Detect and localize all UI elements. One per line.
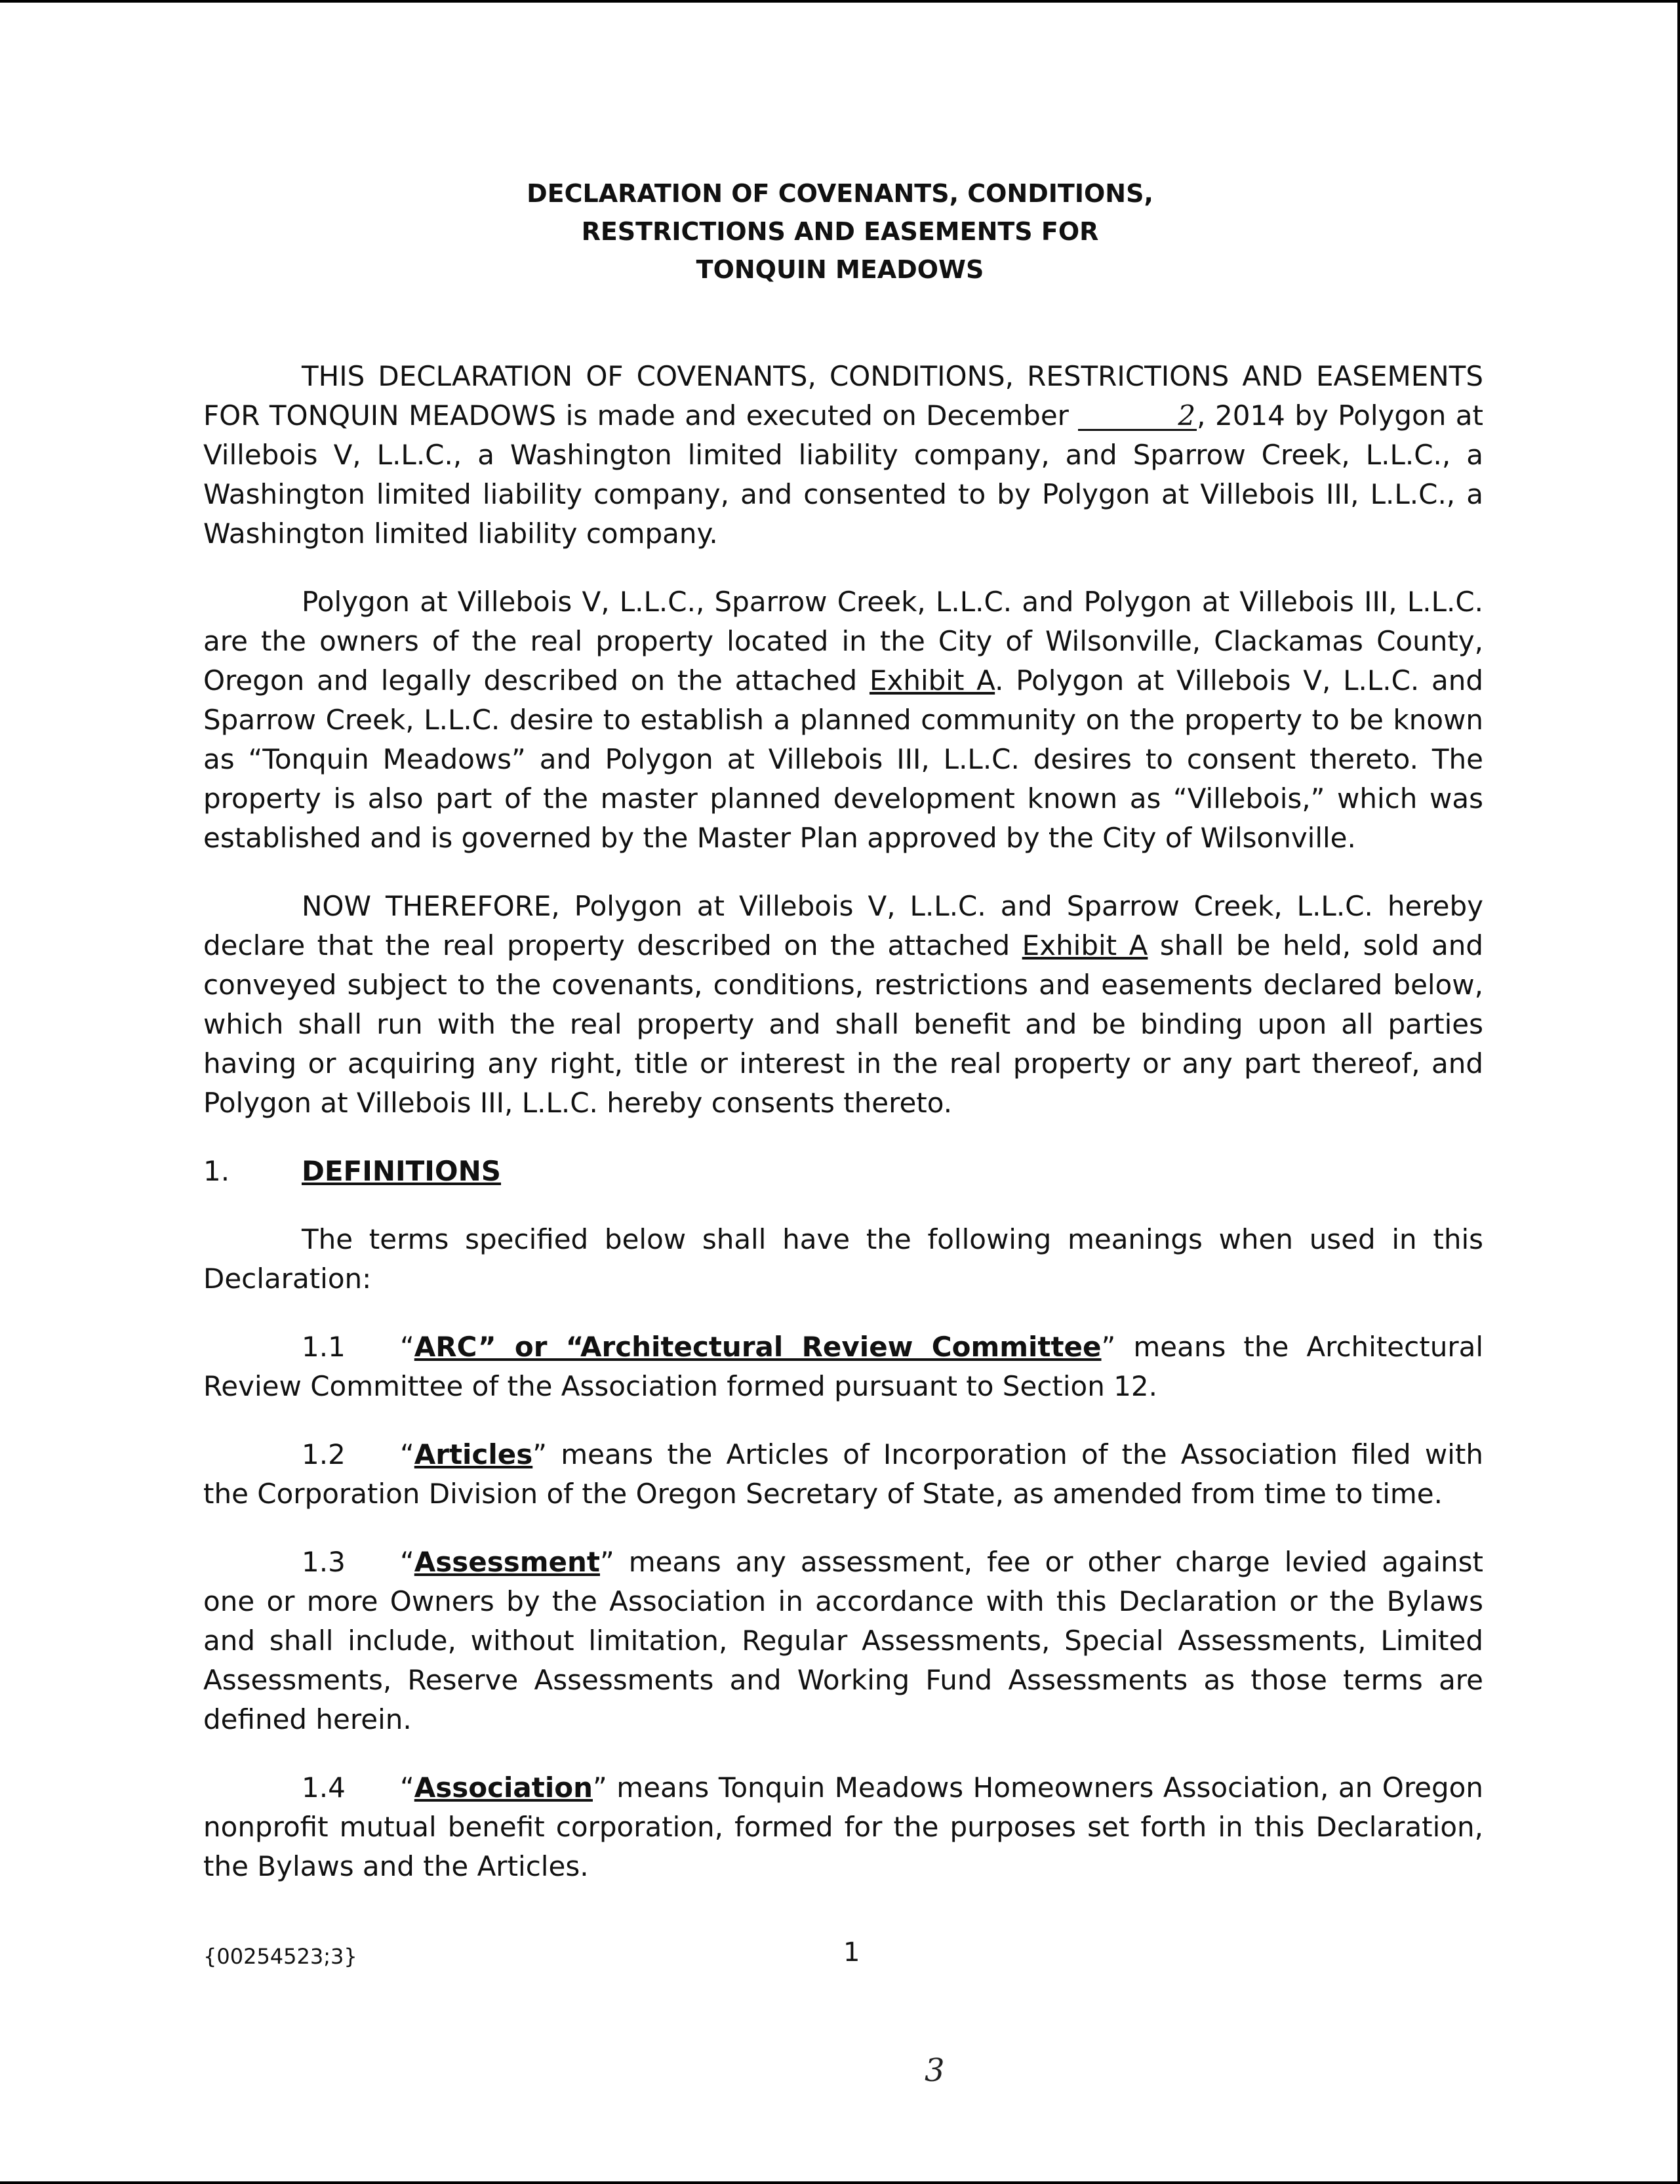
title-line-1: DECLARATION OF COVENANTS, CONDITIONS, bbox=[527, 179, 1153, 208]
definition-item bbox=[203, 1327, 1483, 1406]
owners-paragraph bbox=[203, 582, 1483, 858]
quote-open: “ bbox=[400, 1771, 414, 1804]
therefore-text-2: shall be held, sold and conveyed subject to the covenants, conditions, restrictions and easements declared below, which shall run with the real property and shall benefit and be binding upon all parties having or acquiring any right, title or interest in the real property or any part thereof, and Polygon at Villebois III, L.L.C. hereby consents thereto. bbox=[203, 929, 1483, 1119]
therefore-text-1: NOW THEREFORE, Polygon at Villebois V, L.L.C. and Sparrow Creek, L.L.C. hereby declare that the real property described on the attached bbox=[203, 890, 1483, 961]
definition-item bbox=[203, 1543, 1483, 1739]
quote-open: “ bbox=[400, 1546, 414, 1578]
definition-term: Association bbox=[414, 1771, 593, 1804]
intro-after-date: , 2014 by Polygon at Villebois V, L.L.C., a Washington limited liability company, and Sparrow Creek, L.L.C., a Washington limited liability company, and consented to by Polygon at Villebois III, L.L.C., a Washington limited liability company. bbox=[203, 399, 1483, 550]
definition-text: means the Architectural Review Committee of the Association formed pursuant to Section 12. bbox=[203, 1331, 1483, 1402]
handwritten-day: 2 bbox=[1078, 403, 1197, 431]
exhibit-a-link: Exhibit A bbox=[869, 664, 995, 697]
section-heading bbox=[203, 1152, 1483, 1191]
title-line-3: TONQUIN MEADOWS bbox=[696, 255, 984, 284]
definition-term: Assessment bbox=[414, 1546, 600, 1578]
exhibit-a-ref: Exhibit A bbox=[1022, 929, 1148, 961]
owners-text-2: . Polygon at Villebois V, L.L.C. and Sparrow Creek, L.L.C. desire to establish a planned community on the property to be known as “Tonquin Meadows” and Polygon at Villebois III, L.L.C. desires to consent thereto. The property is also part of the master planned development known as “Villebois,” which was established and is governed by the Master Plan approved by the City of Wilsonville. bbox=[203, 664, 1484, 854]
page-number: 1 bbox=[843, 1937, 860, 1968]
intro-paragraph bbox=[203, 357, 1483, 554]
section-title: DEFINITIONS bbox=[302, 1155, 502, 1187]
definition-item bbox=[203, 1435, 1483, 1514]
therefore-paragraph bbox=[203, 887, 1483, 1123]
quote-close: ” bbox=[599, 1546, 614, 1578]
definition-term: ARC” or “Architectural Review Committee bbox=[414, 1331, 1102, 1363]
definition-text: means any assessment, fee or other charge levied against one or more Owners by the Association in accordance with this Declaration or the Bylaws and shall include, without limitation, Regular Assessments, Special Assessments, Limited Assessments, Reserve Assessments and Working Fund Assessments as those terms are defined herein. bbox=[203, 1546, 1483, 1735]
quote-close: ” bbox=[532, 1438, 547, 1470]
definition-number: 1.2 bbox=[302, 1438, 346, 1470]
definition-number: 1.3 bbox=[302, 1546, 346, 1578]
document-id: {00254523;3} bbox=[203, 1944, 357, 1969]
quote-open: “ bbox=[400, 1331, 414, 1363]
definition-number: 1.4 bbox=[302, 1771, 346, 1804]
document-title bbox=[0, 174, 1680, 289]
quote-close: ” bbox=[1101, 1331, 1116, 1363]
definition-text: means the Articles of Incorporation of the Association filed with the Corporation Division of the Oregon Secretary of State, as amended from time to time. bbox=[203, 1438, 1483, 1510]
owners-text-1: Polygon at Villebois V, L.L.C., Sparrow Creek, L.L.C. and Polygon at Villebois III, L.L.C. are the owners of the real property located in the City of Wilsonville, Clackamas County, Oregon and legally described on the attached bbox=[203, 586, 1483, 697]
intro-before-date: THIS DECLARATION OF COVENANTS, CONDITIONS, RESTRICTIONS AND EASEMENTS FOR TONQUIN MEADOWS is made and executed on December bbox=[203, 360, 1483, 432]
title-line-2: RESTRICTIONS AND EASEMENTS FOR bbox=[581, 217, 1099, 246]
document-body bbox=[203, 357, 1483, 1886]
handwritten-page-mark: 3 bbox=[925, 2052, 945, 2089]
definition-term: Articles bbox=[414, 1438, 533, 1470]
definitions-intro: The terms specified below shall have the following meanings when used in this Declaration: bbox=[203, 1223, 1483, 1295]
quote-open: “ bbox=[400, 1438, 414, 1470]
definition-text: means Tonquin Meadows Homeowners Association, an Oregon nonprofit mutual benefit corporation, formed for the purposes set forth in this Declaration, the Bylaws and the Articles. bbox=[203, 1771, 1483, 1882]
quote-close: ” bbox=[593, 1771, 607, 1804]
section-number: 1. bbox=[203, 1155, 230, 1187]
definition-number: 1.1 bbox=[302, 1331, 346, 1363]
definition-item bbox=[203, 1768, 1483, 1886]
